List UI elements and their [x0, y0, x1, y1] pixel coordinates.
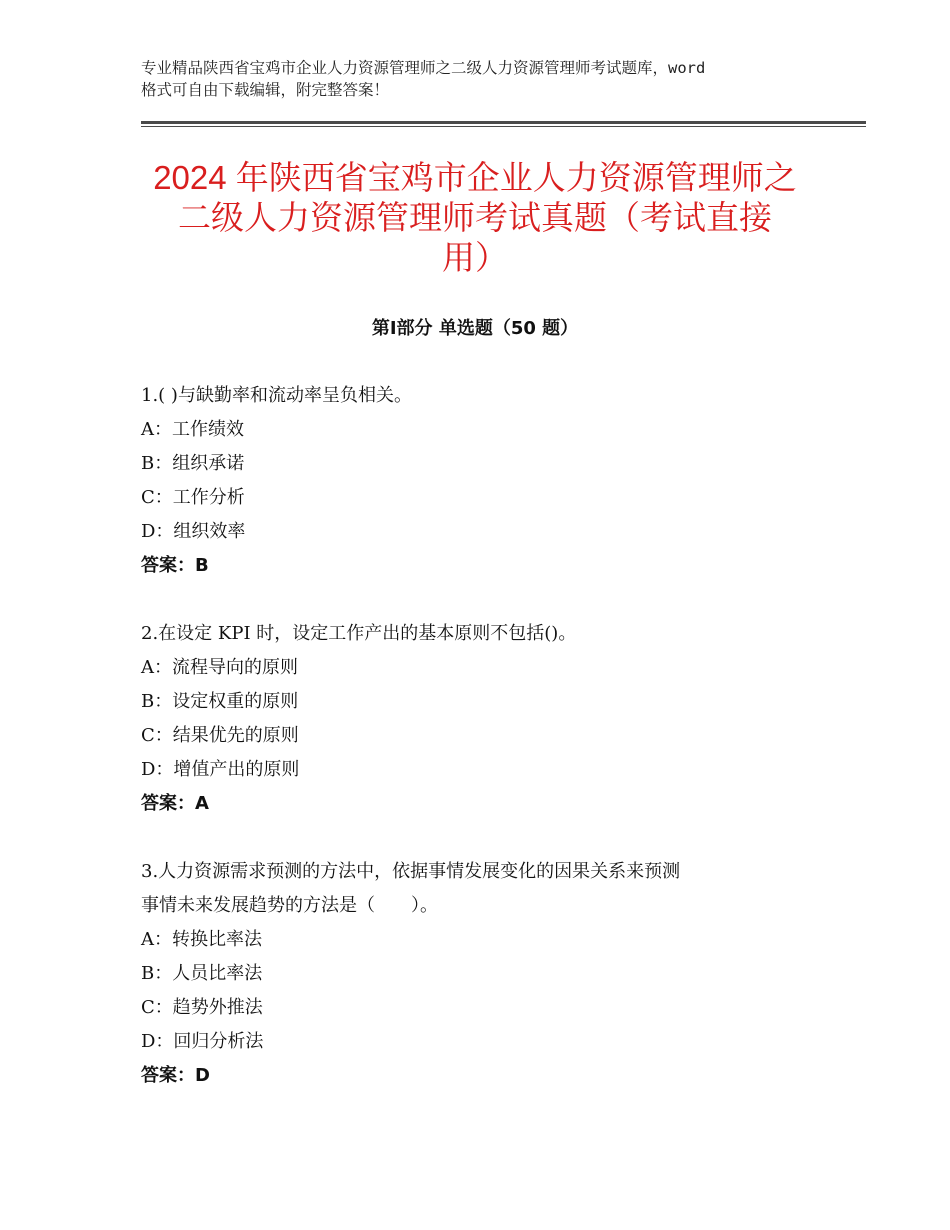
question-list	[141, 379, 821, 1127]
answer: 答案：A	[141, 793, 209, 814]
option-b: B：设定权重的原则	[141, 691, 299, 712]
header-note	[141, 57, 821, 101]
title-line1: 2024 年陕西省宝鸡市企业人力资源管理师之	[153, 159, 797, 196]
answer: 答案：D	[141, 1065, 210, 1086]
question-stem	[141, 855, 821, 923]
option-c: C：结果优先的原则	[141, 725, 299, 746]
question-stem-line: 1.( )与缺勤率和流动率呈负相关。	[141, 385, 412, 406]
header-note-line1: 专业精品陕西省宝鸡市企业人力资源管理师之二级人力资源管理师考试题库，word	[141, 59, 706, 77]
question-1	[141, 379, 821, 583]
option-c: C：趋势外推法	[141, 997, 263, 1018]
option-a: A：工作绩效	[141, 419, 244, 440]
question-stem-line: 2.在设定 KPI 时，设定工作产出的基本原则不包括()。	[141, 623, 577, 644]
question-stem	[141, 379, 821, 413]
question-stem-line: 事情未来发展趋势的方法是（ ）。	[141, 895, 438, 916]
document-title	[120, 158, 830, 278]
option-d: D：回归分析法	[141, 1031, 264, 1052]
title-line2: 二级人力资源管理师考试真题（考试直接	[178, 199, 772, 236]
option-a: A：转换比率法	[141, 929, 262, 950]
header-note-line2: 格式可自由下载编辑，附完整答案！	[141, 81, 390, 99]
header-divider-thin	[141, 126, 866, 127]
question-stem	[141, 617, 821, 651]
option-b: B：组织承诺	[141, 453, 245, 474]
option-c: C：工作分析	[141, 487, 245, 508]
question-stem-line: 3.人力资源需求预测的方法中，依据事情发展变化的因果关系来预测	[141, 861, 681, 882]
question-2	[141, 617, 821, 821]
title-line3: 用）	[442, 239, 508, 276]
question-3	[141, 855, 821, 1093]
option-d: D：增值产出的原则	[141, 759, 300, 780]
option-b: B：人员比率法	[141, 963, 263, 984]
option-a: A：流程导向的原则	[141, 657, 298, 678]
section-heading: 第Ⅰ部分 单选题（50 题）	[371, 318, 579, 339]
answer: 答案：B	[141, 555, 209, 576]
header-divider-thick	[141, 121, 866, 124]
option-d: D：组织效率	[141, 521, 246, 542]
